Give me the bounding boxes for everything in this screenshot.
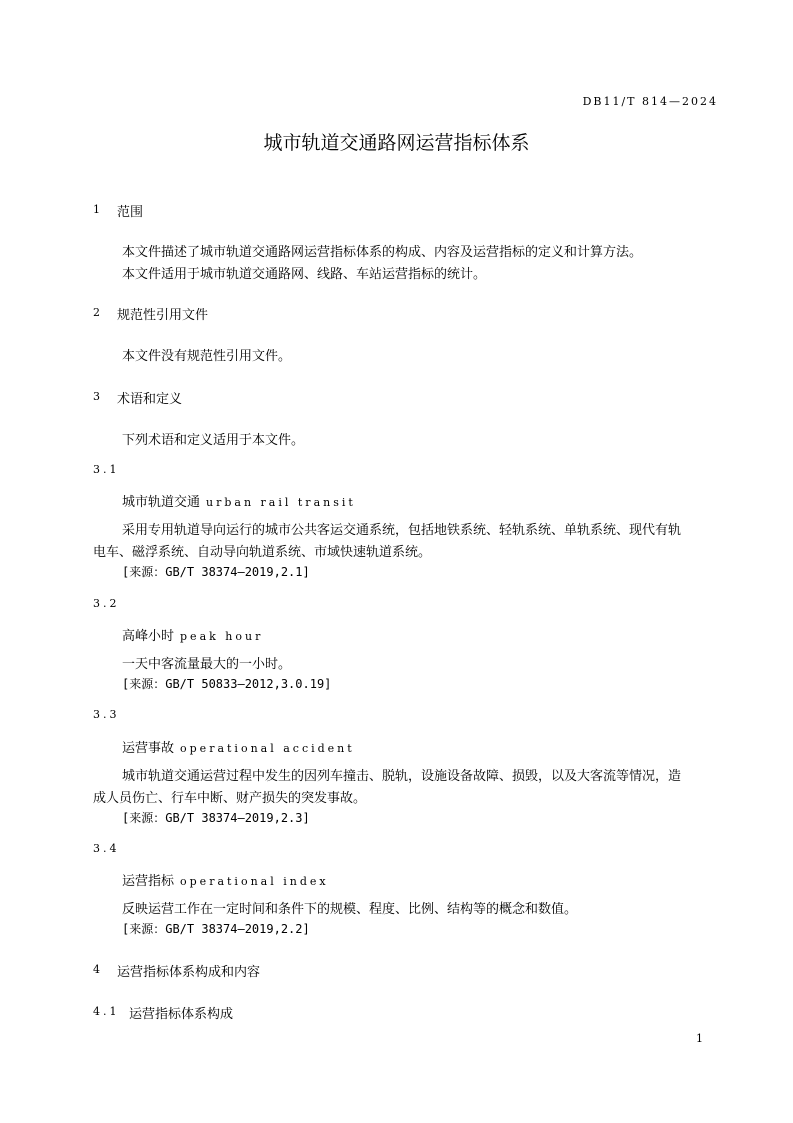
term-3-3-heading [122, 737, 355, 756]
term-3-1-english: urban rail transit [206, 496, 356, 509]
term-3-4-heading [122, 870, 329, 889]
section-2-number: 2 [93, 306, 100, 319]
term-3-1-definition-line-1: 采用专用轨道导向运行的城市公共客运交通系统，包括地铁系统、轻轨系统、单轨系统、现代有轨 [122, 523, 682, 538]
section-2-title: 规范性引用文件 [117, 308, 209, 323]
term-3-3-english: operational accident [180, 742, 355, 755]
section-1-paragraph-1: 本文件描述了城市轨道交通路网运营指标体系的构成、内容及运营指标的定义和计算方法。 [122, 245, 643, 260]
term-3-1-heading [122, 491, 356, 510]
term-3-1-definition-line-2: 电车、磁浮系统、自动导向轨道系统、市域快速轨道系统。 [93, 545, 432, 560]
term-3-2-number: 3.2 [93, 597, 120, 610]
term-3-2-heading [122, 625, 263, 644]
document-code: DB11/T 814—2024 [582, 95, 718, 108]
section-4-1-title: 运营指标体系构成 [129, 1007, 234, 1022]
section-4-title: 运营指标体系构成和内容 [117, 965, 261, 980]
term-3-1-number: 3.1 [93, 463, 120, 476]
term-3-3-number: 3.3 [93, 708, 120, 721]
section-3-paragraph-1: 下列术语和定义适用于本文件。 [122, 433, 305, 448]
term-3-2-definition-line-1: 一天中客流量最大的一小时。 [122, 657, 292, 672]
section-1-paragraph-2: 本文件适用于城市轨道交通路网、线路、车站运营指标的统计。 [122, 267, 487, 282]
term-3-4-chinese: 运营指标 [122, 874, 175, 889]
section-3-number: 3 [93, 390, 100, 403]
term-3-4-source: [来源：GB/T 38374—2019,2.2] [122, 922, 310, 936]
term-3-3-source: [来源：GB/T 38374—2019,2.3] [122, 811, 310, 825]
page-number: 1 [696, 1032, 703, 1045]
term-3-3-definition-line-2: 成人员伤亡、行车中断、财产损失的突发事故。 [93, 791, 367, 806]
section-3-title: 术语和定义 [117, 392, 183, 407]
term-3-3-definition-line-1: 城市轨道交通运营过程中发生的因列车撞击、脱轨，设施设备故障、损毁，以及大客流等情况，造 [122, 769, 682, 784]
document-title: 城市轨道交通路网运营指标体系 [263, 132, 530, 154]
term-3-3-chinese: 运营事故 [122, 741, 175, 756]
term-3-2-chinese: 高峰小时 [122, 629, 175, 644]
section-1-title: 范围 [117, 205, 144, 220]
section-4-number: 4 [93, 963, 100, 976]
term-3-1-source: [来源：GB/T 38374—2019,2.1] [122, 565, 310, 579]
section-2-paragraph-1: 本文件没有规范性引用文件。 [122, 349, 292, 364]
term-3-4-definition-line-1: 反映运营工作在一定时间和条件下的规模、程度、比例、结构等的概念和数值。 [122, 902, 578, 917]
term-3-4-english: operational index [180, 875, 329, 888]
term-3-1-chinese: 城市轨道交通 [122, 495, 201, 510]
term-3-2-source: [来源：GB/T 50833—2012,3.0.19] [122, 677, 332, 691]
section-4-1-number: 4.1 [93, 1005, 120, 1018]
term-3-4-number: 3.4 [93, 842, 120, 855]
term-3-2-english: peak hour [180, 630, 264, 643]
section-1-number: 1 [93, 203, 100, 216]
